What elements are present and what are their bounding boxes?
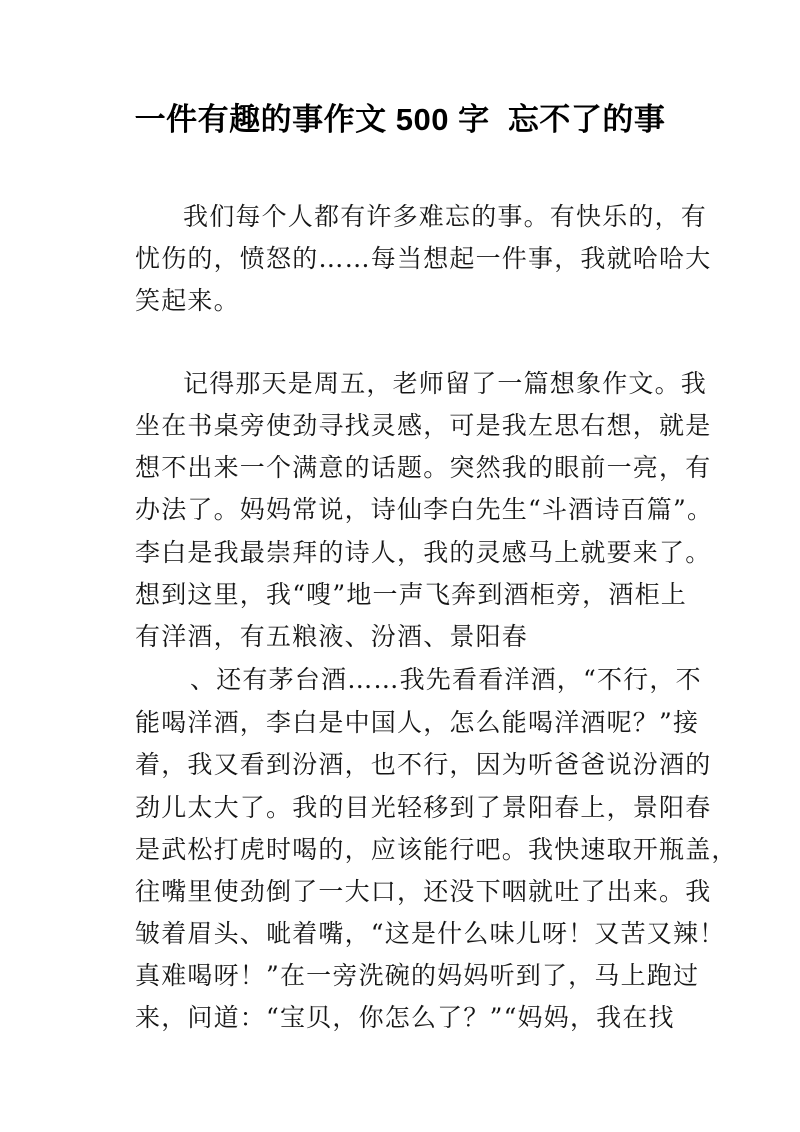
text-line: 办法了。妈妈常说，诗仙李白先生“斗酒诗百篇”。	[135, 495, 714, 524]
text-line: 皱着眉头、呲着嘴，“这是什么味儿呀！又苦又辣！	[135, 919, 726, 948]
text-line: 想不出来一个满意的话题。突然我的眼前一亮，有	[135, 453, 712, 482]
text-line: 是武松打虎时喝的，应该能行吧。我快速取开瓶盖，	[135, 835, 738, 864]
text-line: 能喝洋酒，李白是中国人，怎么能喝洋酒呢？”接	[135, 708, 700, 737]
text-line: 着，我又看到汾酒，也不行，因为听爸爸说汾酒的	[135, 750, 712, 779]
text-line: 笑起来。	[135, 286, 240, 315]
text-line: 真难喝呀！”在一旁洗碗的妈妈听到了，马上跑过	[135, 961, 700, 990]
document-title: 一件有趣的事作文 500 字 忘不了的事	[134, 102, 666, 137]
text-line: 想到这里，我“嗖”地一声飞奔到酒柜旁，酒柜上	[135, 580, 687, 609]
text-line: 劲儿太大了。我的目光轻移到了景阳春上，景阳春	[135, 793, 712, 822]
text-line: 有洋酒，有五粮液、汾酒、景阳春	[135, 622, 529, 651]
text-line: 我们每个人都有许多难忘的事。有快乐的，有	[183, 202, 708, 231]
text-line: 李白是我最崇拜的诗人，我的灵感马上就要来了。	[135, 538, 712, 567]
text-line: 往嘴里使劲倒了一大口，还没下咽就吐了出来。我	[135, 877, 712, 906]
text-line: 、还有茅台酒……我先看看洋酒，“不行，不	[190, 665, 702, 694]
text-line: 忧伤的，愤怒的……每当想起一件事，我就哈哈大	[135, 244, 712, 273]
text-line: 来，问道：“宝贝，你怎么了？”“妈妈，我在找	[135, 1003, 675, 1032]
text-line: 记得那天是周五，老师留了一篇想象作文。我	[183, 369, 708, 398]
text-line: 坐在书桌旁使劲寻找灵感，可是我左思右想，就是	[135, 411, 712, 440]
